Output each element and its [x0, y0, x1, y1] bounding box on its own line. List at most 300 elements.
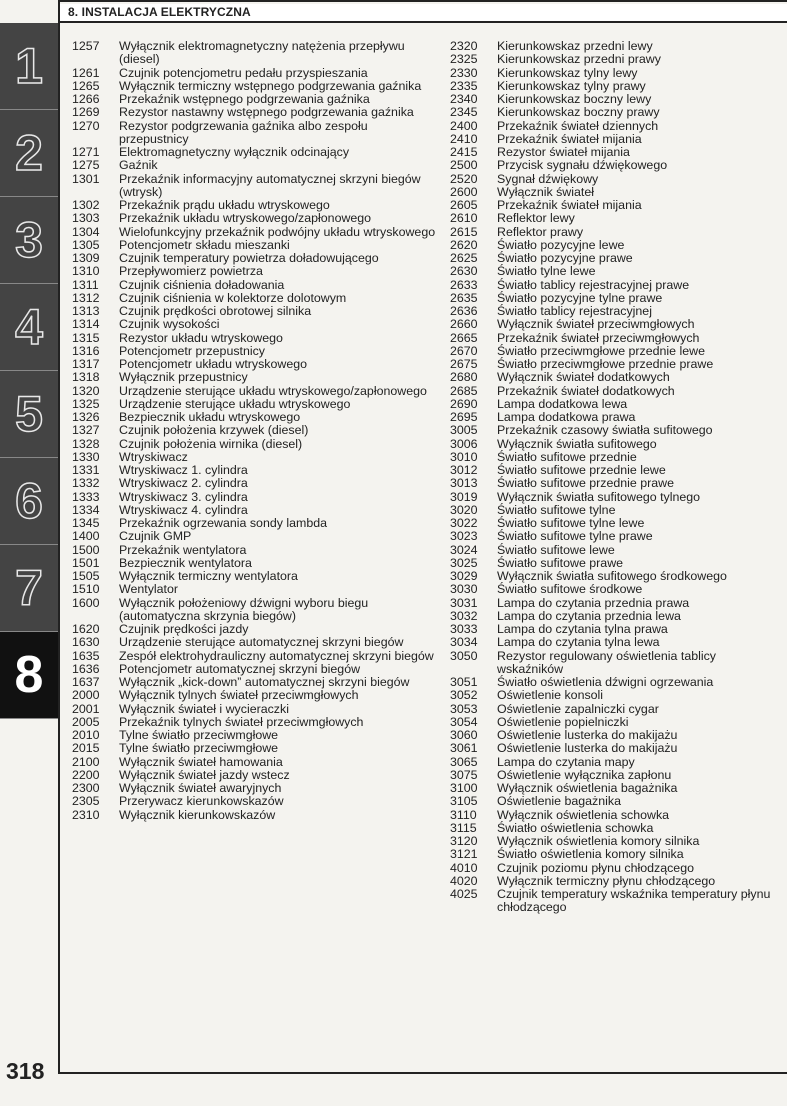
- chapter-tab-6[interactable]: 6: [0, 458, 58, 545]
- component-code: 2415: [450, 145, 478, 159]
- component-code: 3032: [450, 608, 478, 623]
- component-description: Wentylator: [119, 582, 178, 597]
- chapter-tab-5[interactable]: 5: [0, 371, 58, 458]
- component-description: Kierunkowskaz boczny lewy: [497, 92, 652, 106]
- component-code: 2345: [450, 105, 478, 120]
- component-code: 2000: [72, 688, 100, 703]
- top-rule: [60, 0, 787, 2]
- component-code: 2005: [72, 714, 100, 729]
- component-description: Światło sufitowe środkowe: [497, 582, 643, 597]
- component-description: Czujnik poziomu płynu chłodzącego: [497, 860, 694, 875]
- component-entry: [72, 676, 440, 689]
- component-entry: [450, 279, 780, 292]
- component-entry: [450, 146, 780, 159]
- component-code: 2660: [450, 317, 478, 332]
- component-code: 2630: [450, 264, 478, 279]
- component-entry: [72, 358, 440, 371]
- component-entry: [72, 729, 440, 742]
- component-code: 2690: [450, 396, 478, 411]
- component-code: 2615: [450, 224, 478, 239]
- component-code: 1345: [72, 516, 100, 530]
- component-entry: [72, 252, 440, 265]
- component-description: Światło przeciwmgłowe przednie prawe: [497, 357, 714, 371]
- component-entry: [72, 120, 440, 147]
- component-entry: [450, 491, 780, 504]
- component-description: Wyłącznik świateł jazdy wstecz: [119, 767, 290, 782]
- component-description: Kierunkowskaz boczny prawy: [497, 105, 660, 120]
- component-entry: [450, 411, 780, 424]
- component-entry: [72, 292, 440, 305]
- component-entry: [450, 504, 780, 517]
- component-description: Oświetlenie zapalniczki cygar: [497, 701, 659, 716]
- component-code: 3020: [450, 502, 478, 517]
- component-entry: [450, 398, 780, 411]
- component-code: 3010: [450, 449, 478, 464]
- component-description: Wtryskiwacz 2. cylindra: [119, 476, 248, 491]
- component-description: Światło sufitowe przednie: [497, 449, 637, 464]
- component-description: Oświetlenie konsoli: [497, 688, 604, 703]
- component-code: 1310: [72, 264, 100, 279]
- component-entry: [450, 888, 780, 915]
- component-entry: [72, 782, 440, 795]
- component-code: 1320: [72, 383, 100, 398]
- component-description: Czujnik prędkości obrotowej silnika: [119, 304, 312, 318]
- component-entry: [450, 875, 780, 888]
- component-code: 4010: [450, 860, 478, 875]
- component-description: Wyłącznik termiczny płynu chłodzącego: [497, 873, 716, 888]
- component-code: 2400: [450, 118, 478, 133]
- component-entry: [72, 67, 440, 80]
- component-description: Światło pozycyjne lewe: [497, 237, 625, 252]
- component-code: 1266: [72, 92, 100, 106]
- component-code: 2300: [72, 781, 100, 795]
- chapter-tab-2[interactable]: 2: [0, 110, 58, 197]
- component-description: Światło sufitowe tylne: [497, 502, 616, 517]
- component-code: 2310: [72, 807, 100, 822]
- component-description: Potencjometr przepustnicy: [119, 343, 266, 358]
- component-code: 3120: [450, 834, 478, 848]
- component-description: Czujnik ciśnienia w kolektorze dolotowym: [119, 290, 347, 305]
- component-entry: [450, 742, 780, 755]
- component-entry: [450, 438, 780, 451]
- component-description: Wtryskiwacz: [119, 449, 188, 464]
- component-entry: [450, 530, 780, 543]
- component-entry: [450, 597, 780, 610]
- component-description: Przekaźnik świateł mijania: [497, 198, 642, 212]
- component-code: 2610: [450, 211, 478, 226]
- margin-rule: [58, 0, 60, 1072]
- component-entry: [450, 809, 780, 822]
- component-entry: [72, 146, 440, 159]
- component-code: 3075: [450, 767, 478, 782]
- component-description: Wyłącznik oświetlenia schowka: [497, 807, 670, 822]
- component-description: Wyłącznik oświetlenia komory silnika: [497, 834, 700, 848]
- component-description: Urządzenie sterujące automatycznej skrzyni biegów: [119, 635, 404, 650]
- component-code: 3033: [450, 622, 478, 636]
- component-code: 2636: [450, 304, 478, 318]
- component-description: Przekaźnik czasowy światła sufitowego: [497, 423, 713, 438]
- component-entry: [72, 424, 440, 437]
- component-code: 1275: [72, 158, 100, 173]
- chapter-tab-8[interactable]: 8: [0, 632, 58, 719]
- component-entry: [72, 795, 440, 808]
- component-entry: [72, 305, 440, 318]
- component-entry: [450, 133, 780, 146]
- component-description: Wyłącznik świateł i wycieraczki: [119, 701, 289, 716]
- component-description: Światło tylne lewe: [497, 264, 596, 279]
- component-entry: [72, 212, 440, 225]
- component-description: Wyłącznik świateł hamowania: [119, 754, 283, 769]
- component-code: 1257: [72, 39, 100, 53]
- component-entry: [450, 716, 780, 729]
- section-header: [60, 4, 787, 23]
- component-code: 2605: [450, 198, 478, 212]
- component-code: 3029: [450, 569, 478, 583]
- component-description: Wtryskiwacz 4. cylindra: [119, 502, 248, 517]
- component-list-right: [450, 40, 780, 915]
- component-code: 2200: [72, 767, 100, 782]
- component-code: 1332: [72, 476, 100, 491]
- component-code: 3024: [450, 542, 478, 557]
- component-description: Wyłącznik położeniowy dźwigni wyboru biegu (automatyczna skrzynia biegów): [119, 595, 369, 623]
- component-description: Czujnik położenia wirnika (diesel): [119, 436, 303, 451]
- chapter-tab-3[interactable]: 3: [0, 197, 58, 284]
- component-code: 2625: [450, 251, 478, 265]
- component-entry: [72, 438, 440, 451]
- component-entry: [72, 279, 440, 292]
- component-entry: [450, 477, 780, 490]
- component-entry: [450, 106, 780, 119]
- component-description: Wyłącznik termiczny wentylatora: [119, 569, 298, 583]
- component-description: Lampa do czytania przednia prawa: [497, 595, 690, 610]
- component-description: Wyłącznik świateł awaryjnych: [119, 781, 282, 795]
- component-description: Przycisk sygnału dźwiękowego: [497, 158, 668, 173]
- section-title: 8. INSTALACJA ELEKTRYCZNA: [68, 5, 251, 19]
- component-description: Przerywacz kierunkowskazów: [119, 794, 284, 809]
- component-description: Bezpiecznik układu wtryskowego: [119, 410, 301, 424]
- component-code: 3006: [450, 436, 478, 451]
- component-description: Wyłącznik światła sufitowego tylnego: [497, 489, 701, 504]
- component-code: 1311: [72, 277, 99, 292]
- component-description: Światło pozycyjne prawe: [497, 251, 633, 265]
- component-code: 4025: [450, 887, 478, 901]
- component-description: Reflektor lewy: [497, 211, 575, 226]
- component-code: 3052: [450, 688, 478, 703]
- component-entry: [450, 689, 780, 702]
- component-code: 2335: [450, 78, 478, 93]
- component-entry: [450, 676, 780, 689]
- component-entry: [450, 199, 780, 212]
- component-code: 3013: [450, 476, 478, 491]
- component-description: Światło tablicy rejestracyjnej prawe: [497, 277, 690, 292]
- component-entry: [450, 544, 780, 557]
- component-code: 1630: [72, 635, 100, 650]
- component-description: Wyłącznik elektromagnetyczny natężenia przepływu (diesel): [119, 39, 405, 67]
- component-entry: [450, 703, 780, 716]
- component-code: 2520: [450, 171, 478, 186]
- component-code: 3054: [450, 714, 478, 729]
- component-code: 2305: [72, 794, 100, 809]
- component-code: 4020: [450, 873, 478, 888]
- component-entry: [450, 345, 780, 358]
- component-description: Czujnik GMP: [119, 529, 192, 544]
- component-description: Oświetlenie bagażnika: [497, 794, 621, 809]
- component-code: 3065: [450, 754, 478, 769]
- bottom-rule: [58, 1072, 787, 1074]
- component-entry: [450, 226, 780, 239]
- component-code: 3061: [450, 741, 478, 756]
- component-description: Światło sufitowe przednie lewe: [497, 463, 666, 477]
- component-code: 1327: [72, 423, 100, 438]
- component-code: 1317: [72, 357, 100, 371]
- component-list-left: [72, 40, 440, 822]
- component-description: Wyłącznik tylnych świateł przeciwmgłowych: [119, 688, 359, 703]
- component-code: 1330: [72, 449, 100, 464]
- component-entry: [450, 610, 780, 623]
- component-description: Oświetlenie wyłącznika zapłonu: [497, 767, 672, 782]
- chapter-tab-4[interactable]: 4: [0, 284, 58, 371]
- component-code: 2680: [450, 370, 478, 385]
- component-description: Światło tablicy rejestracyjnej: [497, 304, 652, 318]
- component-description: Rezystor świateł mijania: [497, 145, 630, 159]
- component-code: 1636: [72, 661, 100, 676]
- component-description: Wtryskiwacz 3. cylindra: [119, 489, 248, 504]
- component-entry: [450, 769, 780, 782]
- component-description: Rezystor podgrzewania gaźnika albo zespołu przepustnicy: [119, 118, 368, 146]
- component-description: Elektromagnetyczny wyłącznik odcinający: [119, 145, 350, 159]
- component-description: Wtryskiwacz 1. cylindra: [119, 463, 248, 477]
- component-code: 1309: [72, 251, 100, 265]
- component-entry: [450, 650, 780, 677]
- component-description: Czujnik wysokości: [119, 317, 220, 332]
- component-code: 3025: [450, 555, 478, 570]
- component-description: Światło sufitowe lewe: [497, 542, 615, 557]
- component-code: 1328: [72, 436, 100, 451]
- component-entry: [450, 385, 780, 398]
- component-entry: [72, 544, 440, 557]
- component-code: 3034: [450, 635, 478, 650]
- component-code: 1313: [72, 304, 100, 318]
- component-description: Lampa do czytania mapy: [497, 754, 635, 769]
- component-description: Wyłącznik kierunkowskazów: [119, 807, 276, 822]
- component-description: Zespół elektrohydrauliczny automatycznej skrzyni biegów: [119, 648, 434, 663]
- component-entry: [72, 504, 440, 517]
- component-code: 3030: [450, 582, 478, 597]
- component-code: 2001: [72, 701, 100, 716]
- component-description: Sygnał dźwiękowy: [497, 171, 599, 186]
- component-code: 1505: [72, 569, 100, 583]
- component-code: 2620: [450, 237, 478, 252]
- component-entry: [72, 411, 440, 424]
- component-entry: [72, 398, 440, 411]
- component-code: 1620: [72, 622, 100, 636]
- component-description: Przepływomierz powietrza: [119, 264, 263, 279]
- component-code: 2633: [450, 277, 478, 292]
- component-entry: [450, 80, 780, 93]
- component-entry: [450, 40, 780, 53]
- component-entry: [450, 636, 780, 649]
- component-description: Gaźnik: [119, 158, 158, 173]
- component-entry: [450, 67, 780, 80]
- component-description: Rezystor układu wtryskowego: [119, 330, 283, 345]
- component-description: Przekaźnik prądu układu wtryskowego: [119, 198, 330, 212]
- component-code: 2675: [450, 357, 478, 371]
- component-description: Światło sufitowe tylne prawe: [497, 529, 653, 544]
- component-description: Przekaźnik tylnych świateł przeciwmgłowych: [119, 714, 364, 729]
- component-description: Wyłącznik światła sufitowego środkowego: [497, 569, 727, 583]
- component-description: Przekaźnik wentylatora: [119, 542, 247, 557]
- component-entry: [450, 822, 780, 835]
- page-number: 318: [6, 1058, 45, 1084]
- chapter-tab-1[interactable]: 1: [0, 23, 58, 110]
- component-code: 1333: [72, 489, 100, 504]
- component-entry: [72, 199, 440, 212]
- component-code: 1261: [72, 65, 100, 80]
- component-code: 2010: [72, 728, 100, 742]
- component-description: Urządzenie sterujące układu wtryskowego/zapłonowego: [119, 383, 427, 398]
- component-description: Światło przeciwmgłowe przednie lewe: [497, 343, 705, 358]
- component-description: Wyłącznik światła sufitowego: [497, 436, 657, 451]
- component-description: Reflektor prawy: [497, 224, 584, 239]
- component-description: Czujnik potencjometru pedału przyspieszania: [119, 65, 368, 80]
- component-code: 2340: [450, 92, 478, 106]
- component-entry: [72, 265, 440, 278]
- component-entry: [72, 332, 440, 345]
- component-description: Oświetlenie popielniczki: [497, 714, 629, 729]
- component-description: Wyłącznik termiczny wstępnego podgrzewania gaźnika: [119, 78, 422, 93]
- component-code: 1500: [72, 542, 100, 557]
- component-description: Lampa do czytania przednia lewa: [497, 608, 681, 623]
- component-code: 3110: [450, 807, 477, 822]
- component-code: 1315: [72, 330, 100, 345]
- component-entry: [72, 530, 440, 543]
- component-entry: [72, 318, 440, 331]
- component-entry: [72, 385, 440, 398]
- component-description: Czujnik prędkości jazdy: [119, 622, 249, 636]
- component-entry: [72, 689, 440, 702]
- component-entry: [72, 583, 440, 596]
- component-code: 2695: [450, 410, 478, 424]
- component-code: 3050: [450, 648, 478, 663]
- component-description: Światło oświetlenia dźwigni ogrzewania: [497, 675, 714, 689]
- component-code: 3022: [450, 516, 478, 530]
- component-entry: [450, 93, 780, 106]
- component-code: 1331: [72, 463, 100, 477]
- component-description: Przekaźnik wstępnego podgrzewania gaźnika: [119, 92, 370, 106]
- component-entry: [450, 358, 780, 371]
- component-description: Lampa dodatkowa prawa: [497, 410, 636, 424]
- component-code: 1304: [72, 224, 100, 239]
- component-code: 2330: [450, 65, 478, 80]
- component-entry: [72, 570, 440, 583]
- component-description: Kierunkowskaz tylny prawy: [497, 78, 646, 93]
- component-entry: [72, 809, 440, 822]
- component-entry: [72, 106, 440, 119]
- component-entry: [450, 862, 780, 875]
- component-entry: [450, 583, 780, 596]
- component-code: 2320: [450, 39, 478, 53]
- component-description: Czujnik położenia krzywek (diesel): [119, 423, 309, 438]
- component-description: Czujnik temperatury wskaźnika temperatury płynu chłodzącego: [497, 887, 771, 915]
- component-entry: [72, 159, 440, 172]
- component-entry: [450, 795, 780, 808]
- component-entry: [72, 623, 440, 636]
- component-description: Przekaźnik ogrzewania sondy lambda: [119, 516, 327, 530]
- component-description: Kierunkowskaz przedni prawy: [497, 52, 661, 67]
- component-description: Potencjometr automatycznej skrzyni biegów: [119, 661, 361, 676]
- component-entry: [72, 742, 440, 755]
- component-entry: [72, 650, 440, 663]
- component-entry: [72, 40, 440, 67]
- component-entry: [72, 464, 440, 477]
- component-code: 3121: [450, 847, 478, 862]
- component-code: 2500: [450, 158, 478, 173]
- component-entry: [72, 703, 440, 716]
- component-entry: [72, 93, 440, 106]
- component-entry: [72, 80, 440, 93]
- component-entry: [450, 371, 780, 384]
- component-description: Wyłącznik świateł: [497, 184, 594, 199]
- component-description: Wyłącznik przepustnicy: [119, 370, 248, 385]
- chapter-tab-rail: [0, 0, 58, 1040]
- component-code: 1318: [72, 370, 100, 385]
- component-code: 3019: [450, 489, 478, 504]
- component-code: 2410: [450, 131, 478, 146]
- chapter-tab-7[interactable]: 7: [0, 545, 58, 632]
- component-code: 1314: [72, 317, 100, 332]
- component-description: Światło pozycyjne tylne prawe: [497, 290, 663, 305]
- component-code: 3105: [450, 794, 478, 809]
- component-code: 1501: [72, 555, 100, 570]
- component-entry: [72, 371, 440, 384]
- component-entry: [72, 173, 440, 200]
- component-code: 3051: [450, 675, 478, 689]
- component-description: Tylne światło przeciwmgłowe: [119, 741, 279, 756]
- component-code: 1270: [72, 118, 100, 133]
- component-description: Urządzenie sterujące układu wtryskowego: [119, 396, 351, 411]
- component-entry: [450, 173, 780, 186]
- component-description: Lampa do czytania tylna lewa: [497, 635, 660, 650]
- component-description: Rezystor regulowany oświetlenia tablicy wskaźników: [497, 648, 717, 676]
- component-code: 1326: [72, 410, 100, 424]
- component-entry: [450, 239, 780, 252]
- component-description: Tylne światło przeciwmgłowe: [119, 728, 279, 742]
- component-code: 2665: [450, 330, 478, 345]
- component-code: 2600: [450, 184, 478, 199]
- component-entry: [450, 159, 780, 172]
- component-code: 1265: [72, 78, 100, 93]
- component-entry: [72, 663, 440, 676]
- component-code: 1325: [72, 396, 100, 411]
- component-description: Wyłącznik świateł dodatkowych: [497, 370, 670, 385]
- component-code: 3023: [450, 529, 478, 544]
- chapter-tabs: [0, 23, 58, 719]
- component-entry: [72, 477, 440, 490]
- component-description: Lampa do czytania tylna prawa: [497, 622, 668, 636]
- component-entry: [450, 120, 780, 133]
- component-code: 2670: [450, 343, 478, 358]
- component-code: 2325: [450, 52, 478, 67]
- component-code: 3100: [450, 781, 478, 795]
- component-entry: [72, 769, 440, 782]
- component-code: 2685: [450, 383, 478, 398]
- component-entry: [450, 292, 780, 305]
- component-entry: [450, 424, 780, 437]
- component-code: 1302: [72, 198, 100, 212]
- component-entry: [72, 345, 440, 358]
- component-description: Rezystor nastawny wstępnego podgrzewania gaźnika: [119, 105, 414, 120]
- component-entry: [72, 756, 440, 769]
